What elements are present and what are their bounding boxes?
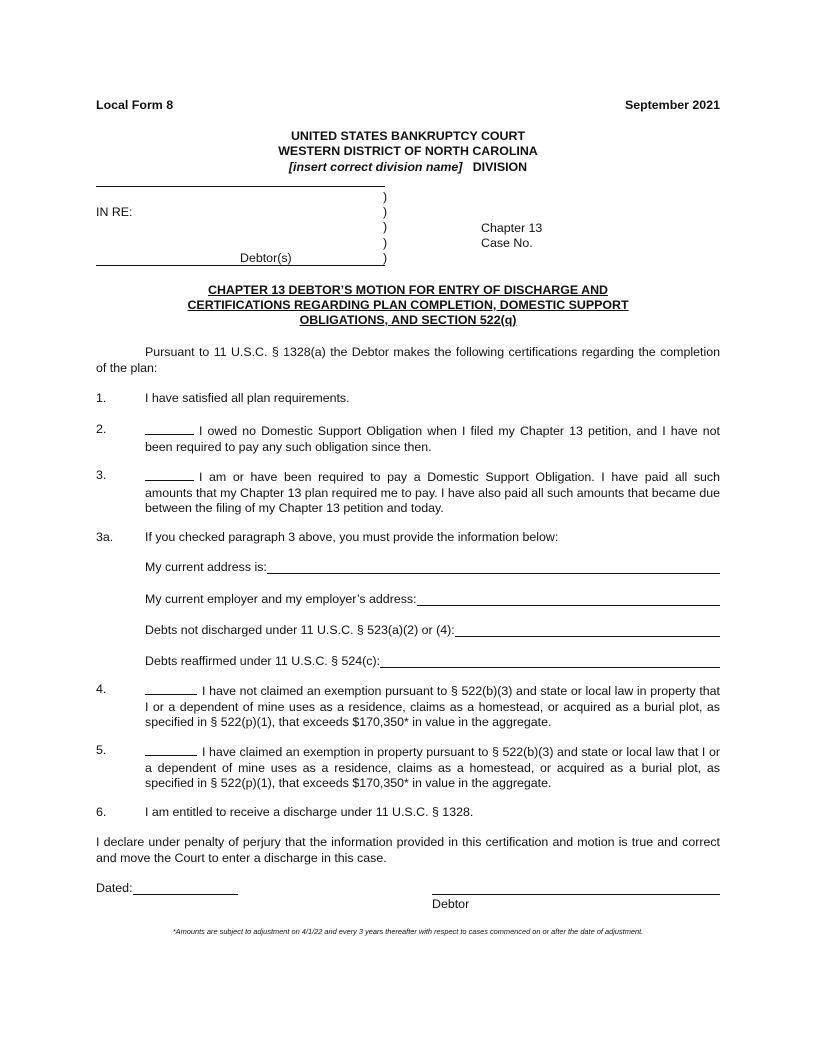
title-line-3: OBLIGATIONS, AND SECTION 522(q): [299, 313, 517, 327]
item-text: I have claimed an exemption in property pursuant to § 522(b)(3) and state or local law that I or a dependent of mine uses as a residence, claims as a homestead, or acquired as a burial plot, as specified in § 522(p)(1), that exceeds $170,350* in value in the aggregate.: [145, 745, 720, 790]
court-name: UNITED STATES BANKRUPTCY COURT: [290, 129, 526, 143]
item-text: I have satisfied all plan requirements.: [145, 391, 350, 405]
caption-paren: ): [383, 251, 388, 265]
court-division: [0, 160, 816, 174]
footnote: *Amounts are subject to adjustment on 4/1/22 and every 3 years thereafter with respect to cases commenced on or after the date of adjustment.: [172, 927, 644, 936]
caption-paren: ): [383, 205, 388, 219]
debtor-signature-line[interactable]: [432, 894, 720, 895]
case-no-label: Case No.: [481, 236, 533, 250]
caption-top-line: [96, 186, 385, 187]
reaffirmed-field[interactable]: [380, 654, 720, 668]
employer-field[interactable]: [417, 592, 720, 606]
dated-row: [96, 881, 238, 895]
item-text: If you checked paragraph 3 above, you must provide the information below:: [145, 530, 559, 544]
debtors-label: Debtor(s): [240, 251, 292, 265]
division-placeholder: [insert correct division name]: [288, 160, 463, 174]
address-label: My current address is:: [145, 560, 267, 574]
checkbox-blank[interactable]: [145, 682, 197, 695]
employer-row: [145, 592, 720, 606]
checkbox-blank[interactable]: [145, 468, 194, 481]
checkbox-blank[interactable]: [145, 422, 194, 435]
item-text: I am entitled to receive a discharge under 11 U.S.C. § 1328.: [145, 805, 474, 819]
caption-paren: ): [383, 220, 388, 234]
item-number: 6.: [96, 805, 107, 819]
item-2-text: [145, 422, 720, 455]
checkbox-blank[interactable]: [145, 743, 197, 756]
item-number: 2.: [96, 422, 107, 436]
employer-label: My current employer and my employer’s address:: [145, 592, 417, 606]
item-number: 1.: [96, 391, 107, 405]
reaffirmed-label: Debts reaffirmed under 11 U.S.C. § 524(c):: [145, 654, 381, 668]
not-discharged-row: [145, 623, 720, 637]
item-text: I owed no Domestic Support Obligation when I filed my Chapter 13 petition, and I have not been required to pay any such obligation since then.: [145, 424, 720, 454]
dated-label: Dated:: [96, 881, 133, 895]
title-line-1: CHAPTER 13 DEBTOR’S MOTION FOR ENTRY OF DISCHARGE AND: [208, 283, 608, 297]
item-number: 3a.: [96, 530, 114, 544]
declaration-paragraph: I declare under penalty of perjury that the information provided in this certification and motion is true and correct and move the Court to enter a discharge in this case.: [96, 835, 720, 865]
item-number: 4.: [96, 682, 107, 696]
item-5-text: [145, 743, 720, 792]
caption-paren: ): [383, 236, 388, 250]
intro-paragraph: Pursuant to 11 U.S.C. § 1328(a) the Debtor makes the following certifications regarding the completion of the plan:: [96, 345, 720, 375]
item-4-text: [145, 682, 720, 731]
court-district: WESTERN DISTRICT OF NORTH CAROLINA: [278, 144, 538, 158]
item-text: I am or have been required to pay a Domestic Support Obligation. I have paid all such amounts that my Chapter 13 plan required me to pay. I have also paid all such amounts that became due between the filing of my Chapter 13 petition and today.: [145, 470, 720, 515]
caption-paren: ): [383, 190, 388, 204]
chapter-label: Chapter 13: [481, 221, 543, 235]
debtor-signature-label: Debtor: [432, 897, 470, 911]
item-number: 3.: [96, 468, 107, 482]
form-name: Local Form 8: [96, 98, 174, 112]
item-number: 5.: [96, 743, 107, 757]
caption-bottom-line: [96, 265, 385, 266]
in-re-label: IN RE:: [96, 205, 133, 219]
form-date: September 2021: [624, 98, 720, 112]
not-discharged-field[interactable]: [455, 623, 720, 637]
title-line-2: CERTIFICATIONS REGARDING PLAN COMPLETION, DOMESTIC SUPPORT: [187, 298, 629, 312]
item-3-text: [145, 468, 720, 517]
not-discharged-label: Debts not discharged under 11 U.S.C. § 523(a)(2) or (4):: [145, 623, 455, 637]
address-row: [145, 560, 720, 574]
division-word: DIVISION: [472, 160, 528, 174]
reaffirmed-row: [145, 654, 720, 668]
item-text: I have not claimed an exemption pursuant to § 522(b)(3) and state or local law in property that I or a dependent of mine uses as a residence, claims as a homestead, or acquired as a burial plot, as specified in § 522(p)(1), that exceeds $170,350* in value in the aggregate.: [145, 684, 720, 729]
address-field[interactable]: [267, 560, 720, 574]
dated-field[interactable]: [133, 881, 238, 895]
